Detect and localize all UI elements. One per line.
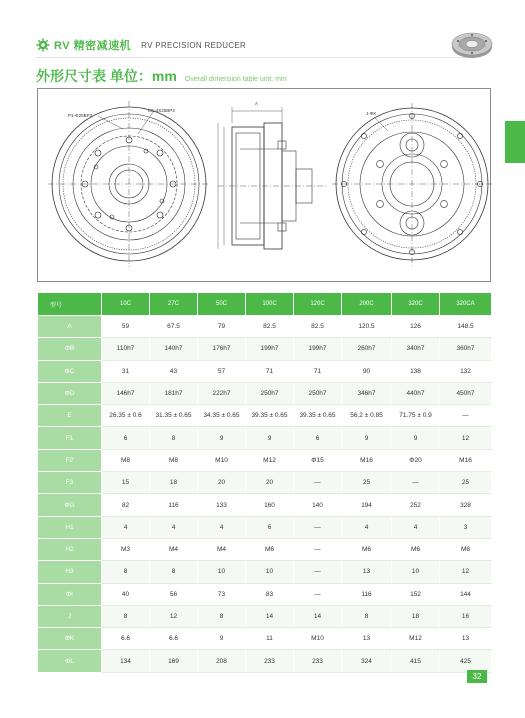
table-cell: 8 xyxy=(102,561,150,583)
table-cell: M16 xyxy=(342,449,392,471)
table-row xyxy=(38,494,492,516)
row-label: ΦK xyxy=(38,628,102,650)
table-cell: 12 xyxy=(440,427,492,449)
dimension-table xyxy=(37,292,492,673)
table-cell: 14 xyxy=(294,605,342,627)
row-label: ΦC xyxy=(38,360,102,382)
row-label: ΦL xyxy=(38,650,102,672)
header-27c: 27C xyxy=(150,293,198,316)
section-title-cn: 外形尺寸表 单位：mm xyxy=(36,68,177,84)
rear-view-right xyxy=(332,103,492,267)
table-cell: — xyxy=(294,583,342,605)
label-p1: P1-Φ25BP3 xyxy=(68,113,93,118)
table-cell: 148.5 xyxy=(440,316,492,338)
table-row xyxy=(38,427,492,449)
table-row xyxy=(38,449,492,471)
technical-drawing-svg xyxy=(38,89,492,283)
table-cell: 20 xyxy=(198,472,246,494)
table-cell: 83 xyxy=(246,583,294,605)
table-cell: 4 xyxy=(150,516,198,538)
table-cell: 4 xyxy=(102,516,150,538)
table-body xyxy=(38,316,492,673)
table-cell: 12 xyxy=(440,561,492,583)
dimension-drawing xyxy=(37,88,491,282)
table-cell: 252 xyxy=(392,494,440,516)
header-divider xyxy=(36,57,476,58)
table-row xyxy=(38,583,492,605)
table-cell: 176h7 xyxy=(198,338,246,360)
table-cell: — xyxy=(392,472,440,494)
row-label: E xyxy=(38,405,102,427)
table-cell: 8 xyxy=(198,605,246,627)
table-cell: 12 xyxy=(150,605,198,627)
table-cell: 10 xyxy=(246,561,294,583)
table-cell: 11 xyxy=(246,628,294,650)
row-label: F1 xyxy=(38,427,102,449)
table-cell: — xyxy=(294,538,342,560)
table-cell: 8 xyxy=(150,427,198,449)
table-cell: — xyxy=(294,472,342,494)
table-cell: 8 xyxy=(150,561,198,583)
label-j: J-ΦK xyxy=(366,111,377,116)
table-cell: M16 xyxy=(440,449,492,471)
table-cell: 39.35 ± 0.65 xyxy=(294,405,342,427)
table-cell: Φ20 xyxy=(392,449,440,471)
table-cell: 82 xyxy=(102,494,150,516)
table-cell: 71.75 ± 0.9 xyxy=(392,405,440,427)
table-cell: 39.35 ± 0.65 xyxy=(246,405,294,427)
label-m1: M1-4X25BP3 xyxy=(148,108,175,113)
row-label: H2 xyxy=(38,538,102,560)
table-row xyxy=(38,650,492,672)
table-cell: 31.35 ± 0.65 xyxy=(150,405,198,427)
table-cell: 233 xyxy=(246,650,294,672)
table-row xyxy=(38,538,492,560)
table-cell: 116 xyxy=(342,583,392,605)
row-label: A xyxy=(38,316,102,338)
table-cell: M10 xyxy=(198,449,246,471)
table-row xyxy=(38,405,492,427)
table-row xyxy=(38,316,492,338)
table-cell: 9 xyxy=(392,427,440,449)
table-cell: 3 xyxy=(440,516,492,538)
table-cell: 208 xyxy=(198,650,246,672)
table-cell: 194 xyxy=(342,494,392,516)
table-cell: M6 xyxy=(342,538,392,560)
table-cell: 15 xyxy=(102,472,150,494)
table-cell: 9 xyxy=(198,427,246,449)
table-cell: 56 xyxy=(150,583,198,605)
header-100c: 100C xyxy=(246,293,294,316)
brand-name-cn: RV 精密减速机 xyxy=(54,40,132,52)
table-cell: M4 xyxy=(150,538,198,560)
table-cell: 8 xyxy=(102,605,150,627)
table-cell: 82.5 xyxy=(294,316,342,338)
table-cell: M8 xyxy=(150,449,198,471)
table-cell: 126 xyxy=(392,316,440,338)
header-200c: 200C xyxy=(342,293,392,316)
table-cell: 6.6 xyxy=(150,628,198,650)
table-cell: — xyxy=(440,405,492,427)
table-cell: 199h7 xyxy=(294,338,342,360)
table-cell: 140 xyxy=(294,494,342,516)
product-thumbnail xyxy=(448,30,496,60)
side-view-middle xyxy=(218,107,328,249)
table-cell: 6 xyxy=(246,516,294,538)
table-cell: 73 xyxy=(198,583,246,605)
side-tab-marker xyxy=(505,121,525,163)
table-row xyxy=(38,561,492,583)
table-cell: 120.5 xyxy=(342,316,392,338)
row-label: ΦG xyxy=(38,494,102,516)
table-cell: 199h7 xyxy=(246,338,294,360)
table-cell: 25 xyxy=(342,472,392,494)
table-cell: 40 xyxy=(102,583,150,605)
table-cell: 222h7 xyxy=(198,382,246,404)
table-cell: 13 xyxy=(342,628,392,650)
table-cell: 260h7 xyxy=(342,338,392,360)
table-cell: 140h7 xyxy=(150,338,198,360)
table-cell: 56.2 ± 0.85 xyxy=(342,405,392,427)
table-cell: 9 xyxy=(342,427,392,449)
table-cell: 138 xyxy=(392,360,440,382)
table-cell: 4 xyxy=(392,516,440,538)
header-10c: 10C xyxy=(102,293,150,316)
table-cell: M12 xyxy=(246,449,294,471)
row-label: J xyxy=(38,605,102,627)
table-cell: 133 xyxy=(198,494,246,516)
table-cell: 152 xyxy=(392,583,440,605)
table-cell: 160 xyxy=(246,494,294,516)
table-cell: 4 xyxy=(342,516,392,538)
table-cell: 31 xyxy=(102,360,150,382)
table-cell: 26.35 ± 0.6 xyxy=(102,405,150,427)
header-model: 型号 xyxy=(38,293,102,316)
table-cell: 16 xyxy=(440,605,492,627)
table-cell: 71 xyxy=(294,360,342,382)
table-cell: 10 xyxy=(198,561,246,583)
table-row xyxy=(38,382,492,404)
table-cell: M8 xyxy=(102,449,150,471)
row-label: ΦD xyxy=(38,382,102,404)
gear-icon xyxy=(36,38,50,52)
header-320c: 320C xyxy=(392,293,440,316)
table-cell: 79 xyxy=(198,316,246,338)
table-cell: 346h7 xyxy=(342,382,392,404)
table-cell: 181h7 xyxy=(150,382,198,404)
table-cell: 328 xyxy=(440,494,492,516)
row-label: ΦI xyxy=(38,583,102,605)
table-cell: 71 xyxy=(246,360,294,382)
table-cell: M6 xyxy=(246,538,294,560)
table-cell: 90 xyxy=(342,360,392,382)
table-cell: Φ15 xyxy=(294,449,342,471)
row-label: F3 xyxy=(38,472,102,494)
table-cell: 10 xyxy=(392,561,440,583)
table-cell: 134 xyxy=(102,650,150,672)
table-cell: 6.6 xyxy=(102,628,150,650)
table-cell: 13 xyxy=(342,561,392,583)
table-cell: 144 xyxy=(440,583,492,605)
table-row xyxy=(38,628,492,650)
header-50c: 50C xyxy=(198,293,246,316)
section-title xyxy=(36,66,287,86)
table-cell: 14 xyxy=(246,605,294,627)
table-cell: M6 xyxy=(440,538,492,560)
table-cell: — xyxy=(294,516,342,538)
table-cell: 415 xyxy=(392,650,440,672)
table-cell: 20 xyxy=(246,472,294,494)
table-cell: 18 xyxy=(150,472,198,494)
table-cell: 116 xyxy=(150,494,198,516)
table-cell: 43 xyxy=(150,360,198,382)
header-320ca: 320CA xyxy=(440,293,492,316)
table-cell: 250h7 xyxy=(246,382,294,404)
table-cell: 440h7 xyxy=(392,382,440,404)
table-cell: — xyxy=(294,561,342,583)
front-view-left xyxy=(48,101,210,267)
row-label: F2 xyxy=(38,449,102,471)
table-cell: 360h7 xyxy=(440,338,492,360)
table-row xyxy=(38,605,492,627)
table-cell: M3 xyxy=(102,538,150,560)
header-120c: 120C xyxy=(294,293,342,316)
table-cell: 57 xyxy=(198,360,246,382)
table-cell: 110h7 xyxy=(102,338,150,360)
row-label: ΦB xyxy=(38,338,102,360)
section-title-en: Overall dimension table unit: mm xyxy=(184,76,287,83)
table-cell: 132 xyxy=(440,360,492,382)
table-cell: 59 xyxy=(102,316,150,338)
table-cell: M4 xyxy=(198,538,246,560)
table-cell: M12 xyxy=(392,628,440,650)
table-cell: 82.5 xyxy=(246,316,294,338)
table-cell: 9 xyxy=(198,628,246,650)
table-cell: 6 xyxy=(294,427,342,449)
table-row xyxy=(38,338,492,360)
table-cell: 9 xyxy=(246,427,294,449)
table-cell: 18 xyxy=(392,605,440,627)
table-cell: 8 xyxy=(342,605,392,627)
row-label: H3 xyxy=(38,561,102,583)
table-cell: 425 xyxy=(440,650,492,672)
table-cell: 324 xyxy=(342,650,392,672)
table-cell: 13 xyxy=(440,628,492,650)
table-cell: 67.5 xyxy=(150,316,198,338)
table-row xyxy=(38,516,492,538)
page-header xyxy=(36,36,246,54)
table-cell: 169 xyxy=(150,650,198,672)
table-cell: 25 xyxy=(440,472,492,494)
table-cell: M6 xyxy=(392,538,440,560)
table-cell: 6 xyxy=(102,427,150,449)
table-cell: 4 xyxy=(198,516,246,538)
table-cell: 450h7 xyxy=(440,382,492,404)
table-row xyxy=(38,360,492,382)
table-cell: M10 xyxy=(294,628,342,650)
page-number: 32 xyxy=(467,670,487,683)
row-label: H1 xyxy=(38,516,102,538)
label-a: A xyxy=(255,101,259,106)
table-cell: 340h7 xyxy=(392,338,440,360)
table-cell: 250h7 xyxy=(294,382,342,404)
table-cell: 34.35 ± 0.65 xyxy=(198,405,246,427)
table-row xyxy=(38,472,492,494)
table-header-row xyxy=(38,293,492,316)
table-cell: 146h7 xyxy=(102,382,150,404)
table-cell: 233 xyxy=(294,650,342,672)
brand-name-en: RV PRECISION REDUCER xyxy=(141,40,247,50)
